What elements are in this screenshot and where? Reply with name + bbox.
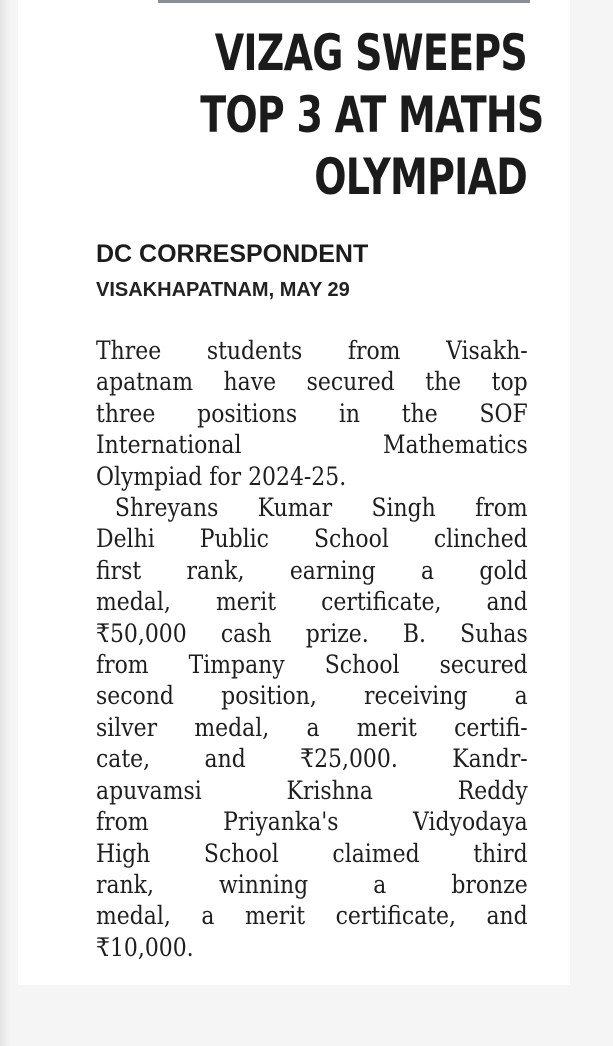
- byline: DC CORRESPONDENT: [96, 240, 369, 268]
- body-line: medal, a merit certificate, and: [96, 901, 528, 932]
- body-line: medal, merit certificate, and: [96, 587, 528, 618]
- article-body-inner: [96, 336, 528, 964]
- body-line: first rank, earning a gold: [96, 555, 528, 586]
- body-line: apatnam have secured the top: [96, 367, 528, 398]
- body-line: cate, and ₹25,000. Kandr-: [96, 744, 528, 775]
- body-line: Olympiad for 2024-25.: [96, 461, 347, 492]
- body-line: Three students from Visakh-: [96, 336, 528, 366]
- screen-edge-shadow: [0, 0, 10, 1046]
- headline: [200, 22, 544, 208]
- body-line: apuvamsi Krishna Reddy: [96, 775, 528, 806]
- headline-line-2: TOP 3 AT MATHS: [200, 86, 544, 144]
- body-line: from Priyanka's Vidyodaya: [96, 807, 528, 838]
- body-line: ₹50,000 cash prize. B. Suhas: [96, 618, 528, 649]
- body-line: Delhi Public School clinched: [96, 524, 528, 555]
- body-line: International Mathematics: [96, 430, 528, 461]
- body-line: rank, winning a bronze: [96, 869, 528, 900]
- body-line: second position, receiving a: [96, 681, 528, 712]
- body-line: Shreyans Kumar Singh from: [114, 493, 528, 524]
- body-line: High School claimed third: [96, 838, 528, 869]
- top-rule: [158, 0, 530, 3]
- body-line: ₹10,000.: [96, 932, 194, 963]
- dateline: VISAKHAPATNAM, MAY 29: [96, 279, 350, 301]
- article-body: [96, 336, 528, 964]
- body-line: from Timpany School secured: [96, 650, 528, 681]
- headline-line-3: OLYMPIAD: [314, 148, 527, 206]
- body-line: three positions in the SOF: [96, 398, 528, 429]
- body-line: silver medal, a merit certifi-: [96, 712, 528, 743]
- headline-line-1: VIZAG SWEEPS: [214, 24, 527, 82]
